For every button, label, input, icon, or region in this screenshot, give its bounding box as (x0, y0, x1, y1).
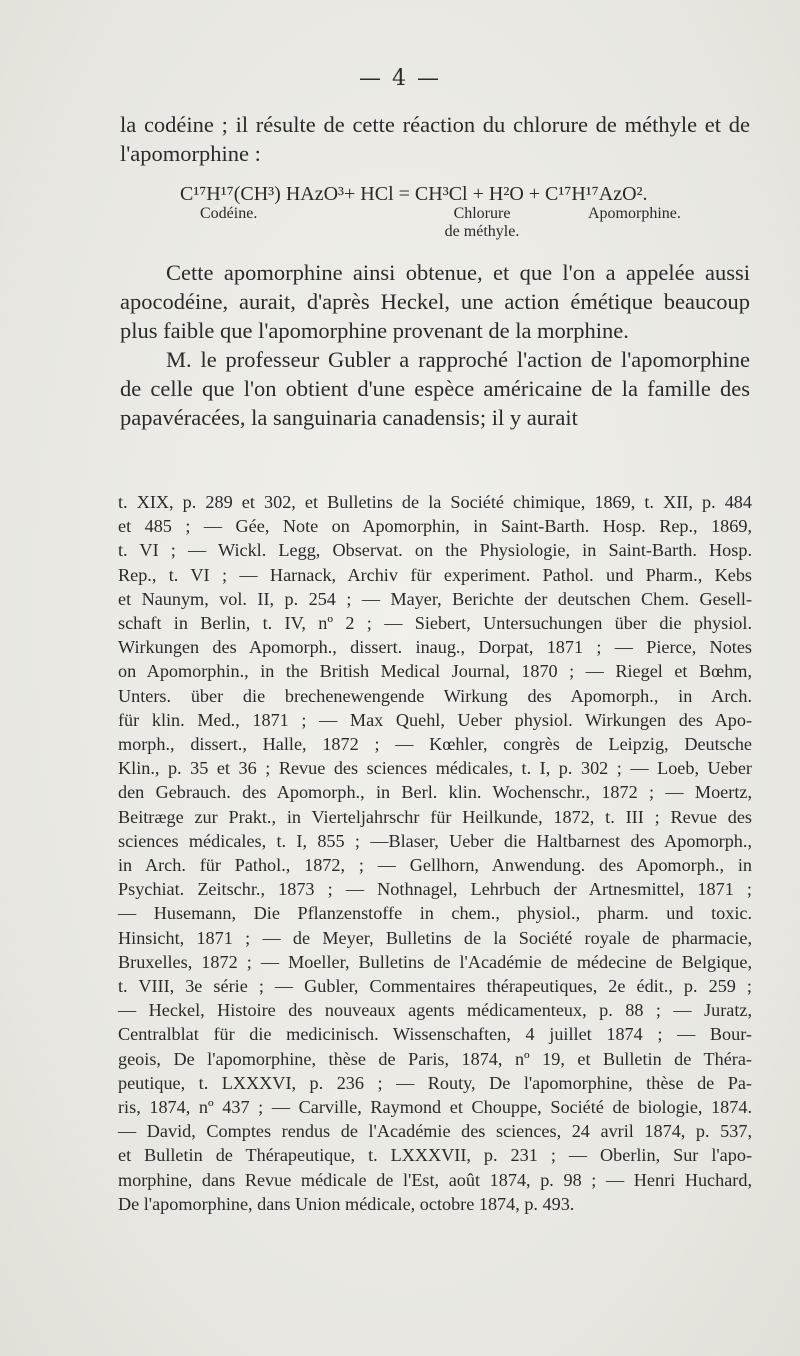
footnote-line: morphine, dans Revue médicale de l'Est, août 1874, p. 98 ; — Henri Huchard, (118, 1169, 752, 1190)
footnote-line: Psychiat. Zeitschr., 1873 ; — Nothnagel, Lehrbuch der Artnesmittel, 1871 ; (118, 879, 752, 900)
footnote-line: t. XIX, p. 289 et 302, et Bulletins de la Société chimique, 1869, t. XII, p. 484 (118, 492, 752, 512)
footnote-line: et Naunym, vol. II, p. 254 ; — Mayer, Berichte der deutschen Chem. Gesell- (118, 588, 752, 609)
footnote-line: t. VIII, 3e série ; — Gubler, Commentaires thérapeutiques, 2e édit., p. 259 ; (118, 976, 752, 997)
footnote-line: in Arch. für Pathol., 1872, ; — Gellhorn, Anwendung. des Apomorph., in (118, 855, 752, 876)
footnote-line: ris, 1874, nº 437 ; — Carville, Raymond et Chouppe, Société de biologie, 1874. (118, 1097, 752, 1118)
footnote-line: peutique, t. LXXXVI, p. 236 ; — Routy, De l'apomorphine, thèse de Pa- (118, 1072, 752, 1093)
paragraph-gubler: M. le professeur Gubler a rapproché l'action de l'apomorphine de celle que l'on obtient d'une espèce américaine de la famille des papavéracées, la sanguinaria canadensis; il y aurait (120, 347, 750, 430)
label-codeine: Codéine. (200, 205, 258, 222)
footnote-line: — David, Comptes rendus de l'Académie des sciences, 24 avril 1874, p. 537, (118, 1121, 752, 1142)
paragraph-main (120, 258, 750, 432)
footnote-line: Hinsicht, 1871 ; — de Meyer, Bulletins de la Société royale de pharmacie, (118, 927, 752, 948)
footnote-line: et 485 ; — Gée, Note on Apomorphin, in Saint-Barth. Hosp. Rep., 1869, (118, 516, 752, 537)
label-chlorure-line1: Chlorure (453, 205, 511, 222)
footnote-line: Centralblat für die medicinisch. Wissenschaften, 4 juillet 1874 ; — Bour- (118, 1024, 752, 1045)
page-number: — 4 — (359, 66, 441, 91)
footnote-line: morph., dissert., Halle, 1872 ; — Kœhler, congrès de Leipzig, Deutsche (118, 734, 752, 755)
label-chlorure-line2: de méthyle. (444, 223, 520, 240)
footnote-line: für klin. Med., 1871 ; — Max Quehl, Ueber physiol. Wirkungen des Apo- (118, 709, 752, 730)
footnote-line: t. VI ; — Wickl. Legg, Observat. on the Physiologie, in Saint-Barth. Hosp. (118, 540, 752, 561)
footnotes (118, 490, 752, 1216)
footnote-line: den Gebrauch. des Apomorph., in Berl. klin. Wochenschr., 1872 ; — Moertz, (118, 782, 752, 803)
footnote-line: — Heckel, Histoire des nouveaux agents médicamenteux, p. 88 ; — Juratz, (118, 1000, 752, 1021)
footnote-line: De l'apomorphine, dans Union médicale, octobre 1874, p. 493. (118, 1193, 575, 1214)
paragraph-intro: la codéine ; il résulte de cette réaction du chlorure de méthyle et de l'apomorphine : (120, 112, 750, 166)
footnote-line: Unters. über die brechenewengende Wirkung des Apomorph., in Arch. (118, 685, 752, 706)
footnote-line: schaft in Berlin, t. IV, nº 2 ; — Siebert, Untersuchungen über die physiol. (118, 613, 752, 634)
label-chlorure (422, 205, 542, 241)
label-apomorphine: Apomorphine. (588, 205, 681, 222)
footnote-line: Wirkungen des Apomorph., dissert. inaug., Dorpat, 1871 ; — Pierce, Notes (118, 637, 752, 658)
footnote-line: geois, De l'apomorphine, thèse de Paris, 1874, nº 19, et Bulletin de Théra- (118, 1048, 752, 1069)
footnote-line: on Apomorphin., in the British Medical Journal, 1870 ; — Riegel et Bœhm, (118, 661, 752, 682)
footnote-line: Rep., t. VI ; — Harnack, Archiv für experiment. Pathol. und Pharm., Kebs (118, 564, 752, 585)
footnote-line: Bruxelles, 1872 ; — Moeller, Bulletins de l'Académie de médecine de Belgique, (118, 951, 752, 972)
footnote-line: Klin., p. 35 et 36 ; Revue des sciences médicales, t. I, p. 302 ; — Loeb, Ueber (118, 758, 752, 779)
footnote-line: Beitræge zur Prakt., in Vierteljahrschr für Heilkunde, 1872, t. III ; Revue des (118, 806, 752, 827)
equation-labels (160, 205, 760, 255)
paragraph-apocodeine: Cette apomorphine ainsi obtenue, et que l'on a appelée aussi apocodéine, aurait, d'après Heckel, une action émétique beaucoup plus faible que l'apomorphine provenant de la morphine. (120, 260, 750, 343)
footnote-line: — Husemann, Die Pflanzenstoffe in chem., physiol., pharm. und toxic. (118, 903, 752, 924)
footnote-line: et Bulletin de Thérapeutique, t. LXXXVII, p. 231 ; — Oberlin, Sur l'apo- (118, 1145, 752, 1166)
chemical-equation: C¹⁷H¹⁷(CH³) HAzO³+ HCl = CH³Cl + H²O + C¹⁷H¹⁷AzO². (180, 183, 648, 205)
footnote-line: sciences médicales, t. I, 855 ; —Blaser, Ueber die Haltbarnest des Apomorph., (118, 830, 752, 851)
